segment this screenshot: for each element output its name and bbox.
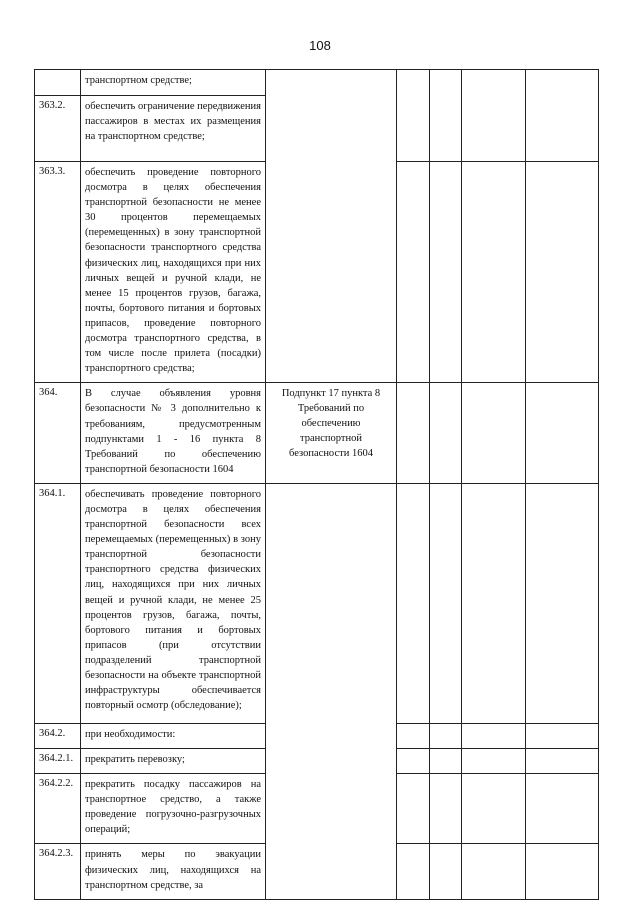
empty-cell <box>526 748 599 773</box>
empty-cell <box>397 483 430 723</box>
empty-cell <box>462 723 526 748</box>
empty-cell <box>526 723 599 748</box>
item-text: В случае объявления уровня безопасности № 3 дополнительно к требованиям, предусмотренным подпунктами 1 - 16 пункта 8 Требований по обеспечению транспортной безопасности 1604 <box>81 383 266 484</box>
empty-cell <box>526 483 599 723</box>
page-number: 108 <box>309 38 331 53</box>
item-text: прекратить перевозку; <box>81 748 266 773</box>
empty-cell <box>397 844 430 899</box>
item-number: 364.2.3. <box>35 844 81 899</box>
table-row <box>35 483 599 723</box>
reference-text: Подпункт 17 пункта 8 Требований по обеспечению транспортной безопасности 1604 <box>281 388 381 460</box>
empty-cell <box>397 162 430 383</box>
empty-cell <box>526 70 599 162</box>
empty-cell <box>462 483 526 723</box>
empty-cell <box>526 383 599 484</box>
empty-cell <box>462 748 526 773</box>
empty-cell <box>526 774 599 844</box>
item-number: 364.2.1. <box>35 748 81 773</box>
item-text: прекратить посадку пассажиров на транспортное средство, а также проведение погрузочно-разгрузочных операций; <box>81 774 266 844</box>
empty-cell <box>462 844 526 899</box>
empty-cell <box>397 70 430 162</box>
empty-cell <box>397 748 430 773</box>
reference-cell <box>266 383 397 484</box>
item-number: 363.2. <box>35 96 81 162</box>
empty-cell <box>430 748 462 773</box>
item-text: принять меры по эвакуации физических лиц, находящихся на транспортном средстве, за <box>81 844 266 899</box>
item-text: при необходимости: <box>81 723 266 748</box>
table-row <box>35 70 599 96</box>
empty-cell <box>430 383 462 484</box>
item-text: транспортном средстве; <box>81 70 266 96</box>
empty-cell <box>430 844 462 899</box>
empty-cell <box>430 162 462 383</box>
empty-cell <box>397 723 430 748</box>
requirements-table <box>34 69 599 900</box>
reference-cell-empty <box>266 70 397 383</box>
item-number: 364.2.2. <box>35 774 81 844</box>
item-number: 364. <box>35 383 81 484</box>
item-number: 364.1. <box>35 483 81 723</box>
table-row <box>35 383 599 484</box>
empty-cell <box>462 70 526 162</box>
item-number: 364.2. <box>35 723 81 748</box>
empty-cell <box>397 383 430 484</box>
empty-cell <box>526 844 599 899</box>
empty-cell <box>462 162 526 383</box>
empty-cell <box>430 70 462 162</box>
item-text: обеспечить ограничение передвижения пассажиров в местах их размещения на транспортном средстве; <box>81 96 266 162</box>
item-text: обеспечить проведение повторного досмотра в целях обеспечения транспортной безопасности не менее 30 процентов перемещаемых (перемещенных) в зону транспортной безопасности транспортного средства физических лиц, находящихся при них личных вещей и ручной клади, не менее 15 процентов грузов, багажа, почты, бортового питания и бортовых припасов, проведение повторного досмотра транспортного средства, в том числе после прилета (посадки) транспортного средства; <box>81 162 266 383</box>
empty-cell <box>462 383 526 484</box>
empty-cell <box>526 162 599 383</box>
empty-cell <box>266 483 397 899</box>
empty-cell <box>430 483 462 723</box>
item-number: 363.3. <box>35 162 81 383</box>
item-text: обеспечивать проведение повторного досмотра в целях обеспечения транспортной безопасности всех перемещаемых (перемещенных) в зону транспортной безопасности транспортного средства физических лиц, находящихся при них личных вещей и ручной клади, не менее 25 процентов грузов, багажа, почты, бортового питания и бортовых припасов (при отсутствии подразделений транспортной безопасности на объекте транспортной инфраструктуры обеспечивается повторный осмотр (обследование); <box>81 483 266 723</box>
empty-cell <box>462 774 526 844</box>
empty-cell <box>397 774 430 844</box>
empty-cell <box>430 723 462 748</box>
empty-cell <box>430 774 462 844</box>
item-number <box>35 70 81 96</box>
